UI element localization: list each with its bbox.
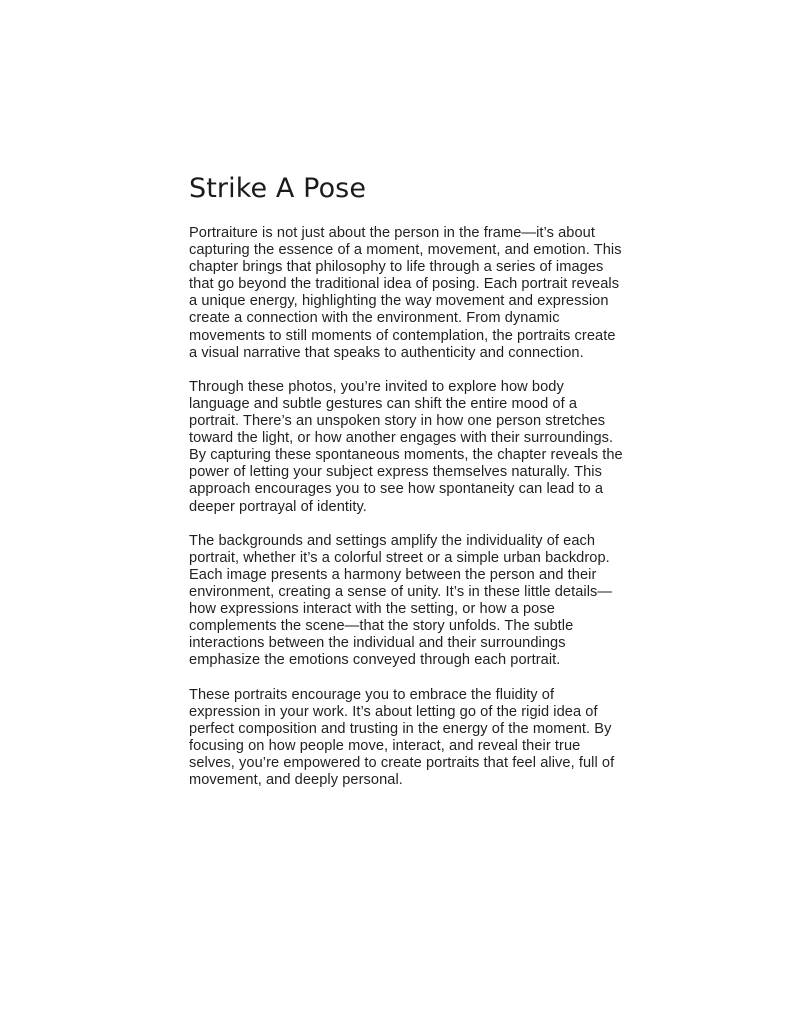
body-paragraph-4: These portraits encourage you to embrace the fluidity of expression in your work. It’s about letting go of the rigid idea of perfect composition and trusting in the energy of the moment. By focusing on how people move, interact, and reveal their true selves, you’re empowered to create portraits that feel alive, full of movement, and deeply personal. [189,686,615,788]
body-paragraph-1: Portraiture is not just about the person in the frame—it’s about capturing the essence of a moment, movement, and emotion. This chapter brings that philosophy to life through a series of images that go beyond the traditional idea of posing. Each portrait reveals a unique energy, highlighting the way movement and expression create a connection with the environment. From dynamic movements to still moments of contemplation, the portraits create a visual narrative that speaks to authenticity and connection. [189,225,622,361]
body-paragraph-2: Through these photos, you’re invited to explore how body language and subtle gestures can shift the entire mood of a portrait. There’s an unspoken story in how one person stretches toward the light, or how another engages with their surroundings. By capturing these spontaneous moments, the chapter reveals the power of letting your subject express themselves naturally. This approach encourages you to see how spontaneity can lead to a deeper portrayal of identity. [189,378,623,515]
text-column [189,172,625,789]
page-title: Strike A Pose [189,173,367,204]
body-paragraph-3: The backgrounds and settings amplify the individuality of each portrait, whether it’s a colorful street or a simple urban backdrop. Each image presents a harmony between the person and their environment, creating a sense of unity. It’s in these little details—how expressions interact with the setting, or how a pose complements the scene—that the story unfolds. The subtle interactions between the individual and their surroundings emphasize the emotions conveyed through each portrait. [189,532,613,669]
